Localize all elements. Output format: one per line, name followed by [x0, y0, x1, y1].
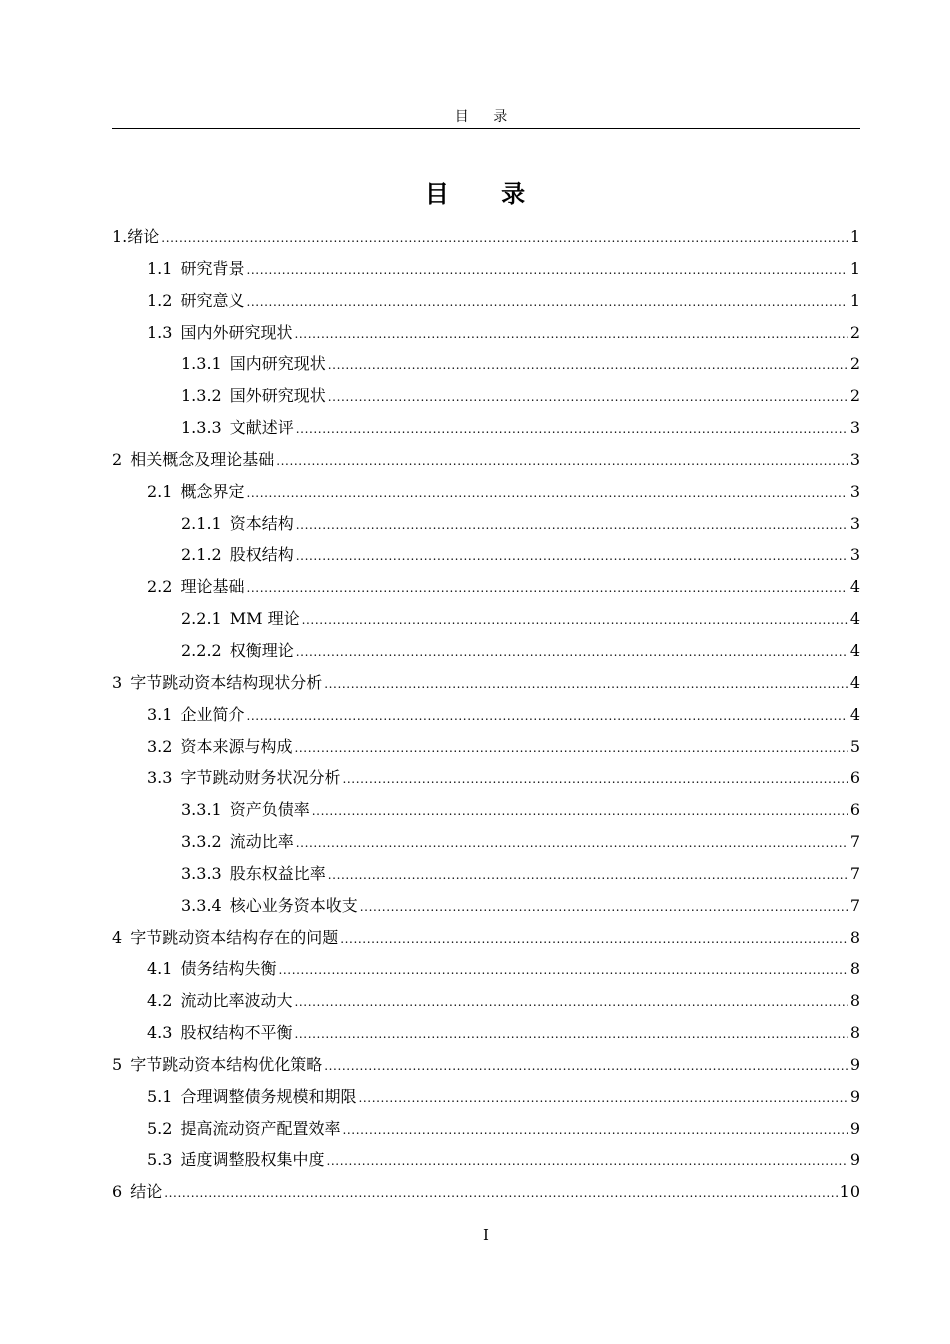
toc-dot-leader: [294, 1019, 847, 1051]
toc-entry-title: 资本结构: [229, 513, 294, 533]
toc-dot-leader: [312, 796, 848, 828]
toc-dot-leader: [326, 1146, 847, 1178]
toc-dot-leader: [294, 733, 847, 765]
toc-entry[interactable]: [112, 412, 860, 444]
toc-entry-number: 6: [112, 1182, 123, 1202]
table-of-contents: [112, 221, 860, 1208]
toc-entry-number: 5.3: [147, 1150, 173, 1170]
toc-entry-page: 1: [849, 227, 860, 246]
toc-entry-page: 4: [849, 672, 860, 692]
toc-entry-page: 4: [849, 577, 860, 597]
toc-entry-number: 3.2: [147, 736, 173, 756]
toc-entry-number: 1.3.3: [181, 418, 222, 438]
toc-dot-leader: [296, 541, 848, 573]
toc-entry-page: 7: [849, 832, 860, 852]
toc-entry-page: 2: [849, 354, 860, 374]
toc-entry-number: 1.1: [147, 258, 173, 278]
toc-entry-page: 2: [849, 322, 860, 342]
toc-entry[interactable]: [112, 348, 860, 380]
toc-dot-leader: [328, 382, 848, 414]
toc-dot-leader: [328, 860, 848, 892]
toc-dot-leader: [296, 510, 848, 542]
toc-entry-number: 4: [112, 927, 123, 947]
toc-entry[interactable]: [112, 317, 860, 349]
toc-entry-page: 3: [849, 449, 860, 469]
toc-entry[interactable]: [112, 794, 860, 826]
toc-entry-title: 字节跳动资本结构存在的问题: [130, 927, 339, 947]
toc-entry-number: 5.1: [147, 1086, 173, 1106]
toc-entry-title: 提高流动资产配置效率: [180, 1118, 341, 1138]
toc-dot-leader: [360, 892, 848, 924]
toc-entry-title: 字节跳动财务状况分析: [180, 768, 341, 788]
toc-entry-title: 资本来源与构成: [180, 736, 293, 756]
toc-entry-number: 1.绪论: [112, 227, 160, 246]
toc-entry-page: 4: [849, 704, 860, 724]
toc-dot-leader: [296, 414, 848, 446]
toc-entry[interactable]: [112, 1017, 860, 1049]
toc-dot-leader: [161, 223, 848, 255]
toc-entry-page: 5: [849, 736, 860, 756]
toc-entry[interactable]: [112, 476, 860, 508]
toc-entry[interactable]: [112, 253, 860, 285]
header-rule: [112, 128, 860, 129]
toc-entry-page: 1: [849, 290, 860, 310]
toc-entry-page: 10: [839, 1182, 860, 1202]
toc-entry[interactable]: [112, 571, 860, 603]
toc-entry-title: 企业简介: [180, 704, 245, 724]
toc-entry-page: 8: [849, 959, 860, 979]
toc-entry-number: 5.2: [147, 1118, 173, 1138]
running-header: 目 录: [454, 109, 518, 125]
toc-entry[interactable]: [112, 667, 860, 699]
toc-entry[interactable]: [112, 699, 860, 731]
toc-dot-leader: [294, 987, 847, 1019]
toc-entry-number: 2.2.2: [181, 640, 222, 660]
toc-entry-page: 1: [849, 258, 860, 278]
toc-entry-page: 9: [849, 1150, 860, 1170]
toc-entry-title: 相关概念及理论基础: [130, 449, 275, 469]
toc-entry-title: 结论: [130, 1182, 163, 1202]
toc-dot-leader: [278, 955, 847, 987]
toc-dot-leader: [296, 828, 848, 860]
toc-entry-page: 2: [849, 386, 860, 406]
toc-entry-number: 3.3.3: [181, 863, 222, 883]
toc-dot-leader: [164, 1178, 837, 1210]
toc-dot-leader: [342, 764, 847, 796]
toc-entry-title: 债务结构失衡: [180, 959, 277, 979]
toc-entry-title: 适度调整股权集中度: [180, 1150, 325, 1170]
toc-entry-title: 流动比率: [229, 832, 294, 852]
toc-entry-number: 5: [112, 1054, 123, 1074]
toc-dot-leader: [358, 1083, 847, 1115]
toc-entry-page: 6: [849, 768, 860, 788]
toc-entry-number: 2: [112, 449, 123, 469]
toc-entry[interactable]: [112, 1081, 860, 1113]
toc-entry-page: 3: [849, 513, 860, 533]
toc-entry[interactable]: [112, 508, 860, 540]
toc-entry-page: 8: [849, 1023, 860, 1043]
toc-entry-number: 3.1: [147, 704, 173, 724]
toc-entry-title: 国外研究现状: [229, 386, 326, 406]
toc-dot-leader: [340, 924, 848, 956]
toc-entry-page: 7: [849, 863, 860, 883]
toc-entry-number: 2.2: [147, 577, 173, 597]
toc-dot-leader: [342, 1115, 847, 1147]
toc-entry-page: 9: [849, 1118, 860, 1138]
toc-entry[interactable]: [112, 890, 860, 922]
toc-entry-number: 4.1: [147, 959, 173, 979]
toc-entry-number: 2.1: [147, 481, 173, 501]
toc-entry-page: 9: [849, 1086, 860, 1106]
toc-entry-title: 文献述评: [229, 418, 294, 438]
toc-entry[interactable]: [112, 826, 860, 858]
toc-entry-page: 9: [849, 1054, 860, 1074]
toc-entry[interactable]: [112, 539, 860, 571]
toc-entry[interactable]: [112, 221, 860, 253]
toc-dot-leader: [302, 605, 848, 637]
toc-entry-number: 3.3.1: [181, 800, 222, 820]
toc-entry-title: 核心业务资本收支: [229, 895, 358, 915]
page-title: 目 录: [424, 180, 548, 209]
toc-dot-leader: [246, 573, 847, 605]
toc-entry-number: 2.2.1: [181, 609, 222, 629]
toc-entry-page: 6: [849, 800, 860, 820]
toc-entry[interactable]: [112, 1113, 860, 1145]
toc-entry-title: 国内研究现状: [229, 354, 326, 374]
toc-entry-title: 研究背景: [180, 258, 245, 278]
toc-entry-title: 国内外研究现状: [180, 322, 293, 342]
toc-entry-title: 研究意义: [180, 290, 245, 310]
toc-dot-leader: [246, 478, 847, 510]
toc-entry-number: 1.3.1: [181, 354, 222, 374]
toc-entry[interactable]: [112, 635, 860, 667]
toc-entry-number: 2.1.2: [181, 545, 222, 565]
toc-dot-leader: [246, 255, 847, 287]
toc-entry[interactable]: [112, 1049, 860, 1081]
toc-entry-number: 3.3.2: [181, 832, 222, 852]
toc-entry-number: 3.3.4: [181, 895, 222, 915]
toc-entry[interactable]: [112, 1144, 860, 1176]
toc-entry-title: 权衡理论: [229, 640, 294, 660]
toc-entry[interactable]: [112, 762, 860, 794]
toc-entry-title: 资产负债率: [229, 800, 310, 820]
toc-dot-leader: [324, 1051, 848, 1083]
toc-entry-page: 4: [849, 609, 860, 629]
toc-dot-leader: [294, 319, 847, 351]
toc-entry[interactable]: [112, 603, 860, 635]
toc-entry-number: 1.2: [147, 290, 173, 310]
toc-entry-title: 字节跳动资本结构优化策略: [130, 1054, 323, 1074]
toc-entry-title: 股权结构: [229, 545, 294, 565]
toc-entry-number: 1.3: [147, 322, 173, 342]
toc-entry-number: 3.3: [147, 768, 173, 788]
toc-entry[interactable]: [112, 1176, 860, 1208]
toc-entry-title: 股权结构不平衡: [180, 1023, 293, 1043]
toc-entry[interactable]: [112, 953, 860, 985]
toc-dot-leader: [328, 350, 848, 382]
toc-entry-title: 字节跳动资本结构现状分析: [130, 672, 323, 692]
toc-entry-page: 3: [849, 481, 860, 501]
toc-dot-leader: [324, 669, 848, 701]
toc-dot-leader: [246, 287, 847, 319]
toc-entry[interactable]: [112, 985, 860, 1017]
toc-entry[interactable]: [112, 444, 860, 476]
toc-entry-title: 概念界定: [180, 481, 245, 501]
toc-entry[interactable]: [112, 858, 860, 890]
toc-entry-number: 2.1.1: [181, 513, 222, 533]
toc-entry-number: 4.2: [147, 991, 173, 1011]
toc-dot-leader: [296, 637, 848, 669]
toc-entry-title: 流动比率波动大: [180, 991, 293, 1011]
toc-entry-title: MM 理论: [229, 609, 300, 629]
toc-entry-number: 3: [112, 672, 123, 692]
toc-entry[interactable]: [112, 922, 860, 954]
toc-dot-leader: [246, 701, 847, 733]
toc-entry-title: 股东权益比率: [229, 863, 326, 883]
page-number: I: [483, 1226, 489, 1244]
toc-entry[interactable]: [112, 731, 860, 763]
toc-entry-page: 7: [849, 895, 860, 915]
toc-entry-title: 理论基础: [180, 577, 245, 597]
toc-entry-page: 4: [849, 640, 860, 660]
toc-entry[interactable]: [112, 285, 860, 317]
toc-entry-page: 3: [849, 418, 860, 438]
toc-entry[interactable]: [112, 380, 860, 412]
toc-entry-title: 合理调整债务规模和期限: [180, 1086, 357, 1106]
toc-entry-number: 1.3.2: [181, 386, 222, 406]
toc-entry-page: 8: [849, 991, 860, 1011]
toc-entry-page: 8: [849, 927, 860, 947]
toc-entry-number: 4.3: [147, 1023, 173, 1043]
toc-dot-leader: [276, 446, 848, 478]
toc-entry-page: 3: [849, 545, 860, 565]
